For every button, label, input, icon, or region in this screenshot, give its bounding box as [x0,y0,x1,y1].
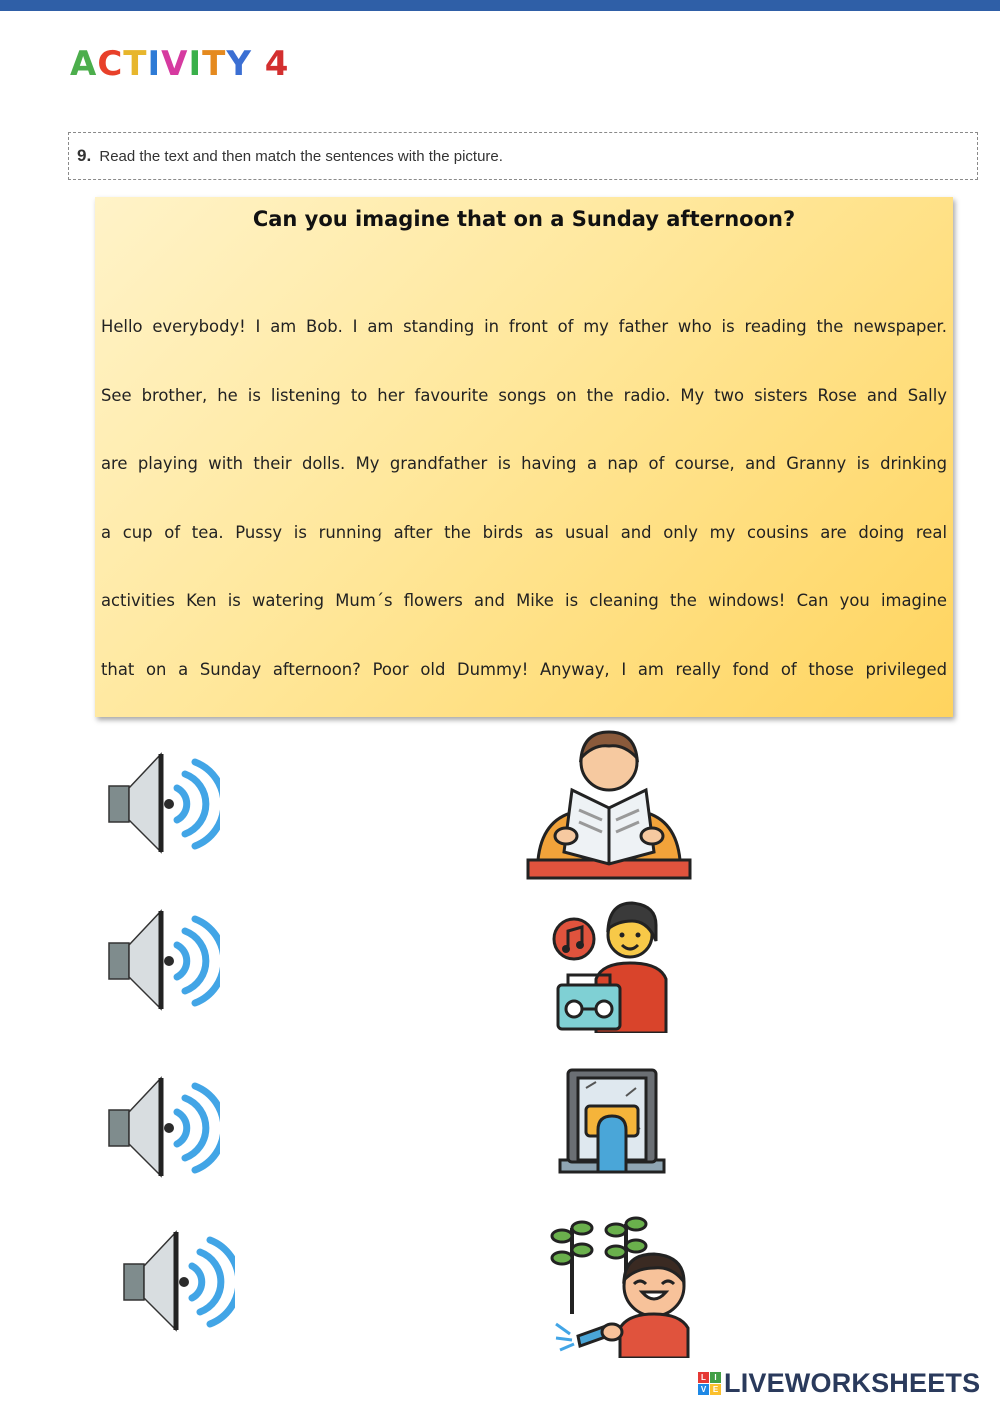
activity-title-letter: T [202,44,227,84]
reading-line: activities Ken is watering Mum´s flowers and Mike is cleaning the windows! Can you imagine [101,591,947,610]
reading-text-box [95,197,953,717]
speaker-icon[interactable] [105,1072,220,1182]
activity-title-letter [252,44,265,84]
cleaning-window-icon[interactable] [556,1066,668,1176]
top-bar [0,0,1000,11]
activity-title-letter: 4 [264,44,290,84]
activity-title-letter: T [123,44,148,84]
logo-square: E [710,1384,721,1395]
instruction-text: Read the text and then match the sentences with the picture. [99,148,503,165]
activity-title-letter: I [188,44,203,84]
reading-line: See brother, he is listening to her favourite songs on the radio. My two sisters Rose and Sally [101,386,947,405]
activity-title-letter: V [161,44,189,84]
reading-line: a cup of tea. Pussy is running after the birds as usual and only my cousins are doing real [101,523,947,542]
instruction-number: 9. [77,146,92,165]
activity-title-letter: Y [226,44,252,84]
reading-title: Can you imagine that on a Sunday afternoon? [252,207,796,231]
speaker-icon[interactable] [120,1226,235,1336]
man-reading-newspaper-icon[interactable] [524,724,694,882]
boy-listening-radio-icon[interactable] [552,897,674,1033]
activity-title-letter: A [70,44,98,84]
liveworksheets-logo [698,1372,721,1395]
brand-text: LIVEWORKSHEETS [724,1367,981,1398]
activity-title [70,44,289,94]
logo-square: V [698,1384,709,1395]
activity-title-letter: I [147,44,162,84]
instruction-box [68,132,978,180]
boy-watering-plants-icon[interactable] [550,1214,696,1358]
liveworksheets-brand [698,1366,980,1400]
instruction [77,146,503,166]
reading-line: Hello everybody! I am Bob. I am standing in front of my father who is reading the newspaper. [101,317,947,336]
reading-line: are playing with their dolls. My grandfather is having a nap of course, and Granny is drinking [101,454,947,473]
logo-square: L [698,1372,709,1383]
activity-title-letter: C [97,44,124,84]
speaker-icon[interactable] [105,905,220,1015]
speaker-icon[interactable] [105,748,220,858]
reading-line: that on a Sunday afternoon? Poor old Dummy! Anyway, I am really fond of those privileged [101,660,947,679]
logo-square: I [710,1372,721,1383]
